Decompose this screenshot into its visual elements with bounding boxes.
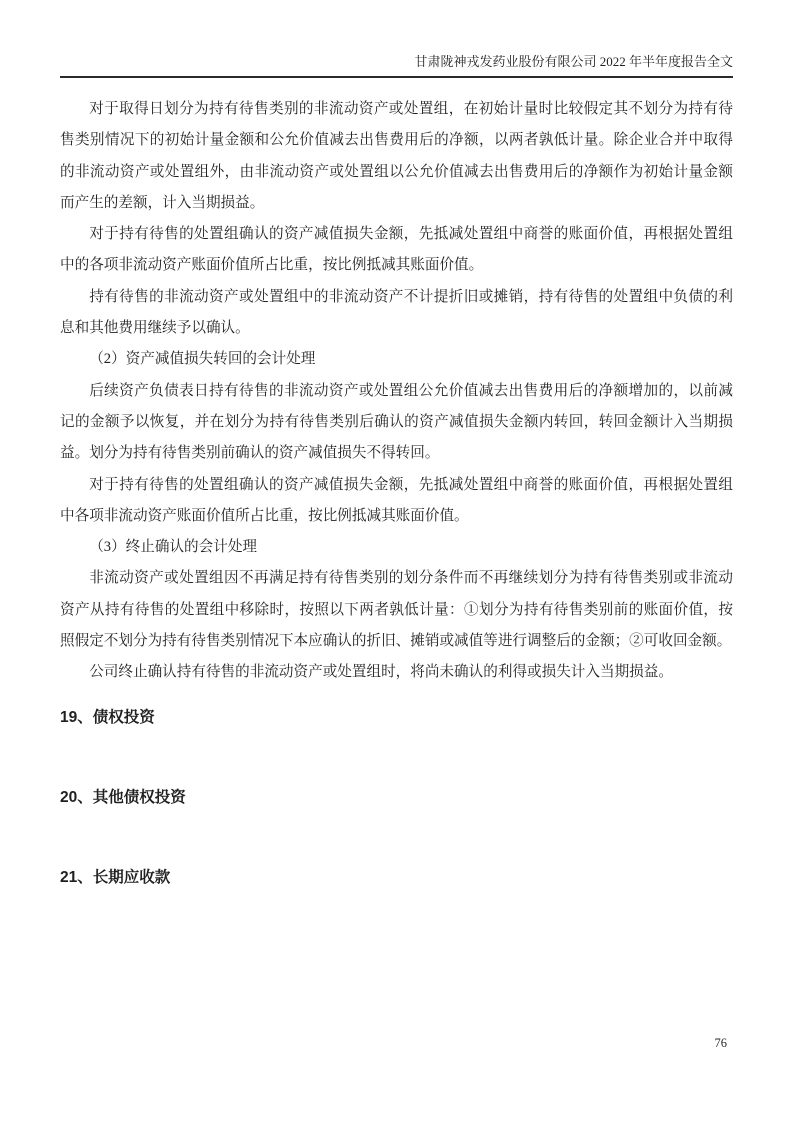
- section-heading: 19、债权投资: [60, 708, 155, 726]
- document-body: [60, 78, 733, 894]
- paragraph: [60, 219, 733, 282]
- text-line: 的非流动资产或处置组外，由非流动资产或处置组以公允价值减去出售费用后的净额作为初始计量金额: [60, 163, 733, 180]
- text-line: 而产生的差额，计入当期损益。: [60, 194, 265, 211]
- paragraph: [60, 376, 733, 470]
- page-header: [60, 0, 733, 78]
- page-number: 76: [714, 1036, 727, 1050]
- text-line: 非流动资产或处置组因不再满足持有待售类别的划分条件而不再继续划分为持有待售类别或非流动: [89, 570, 733, 587]
- text-line: 对于持有待售的处置组确认的资产减值损失金额，先抵减处置组中商誉的账面价值，再根据处置组: [89, 476, 733, 493]
- text-line: 中的各项非流动资产账面价值所占比重，按比例抵减其账面价值。: [60, 257, 484, 274]
- sub-heading: （3）终止确认的会计处理: [89, 539, 258, 556]
- paragraph: [60, 282, 733, 345]
- text-line: 公司终止确认持有待售的非流动资产或处置组时，将尚未确认的利得或损失计入当期损益。: [89, 664, 673, 681]
- paragraph: [60, 470, 733, 533]
- paragraph: [60, 94, 733, 219]
- section-heading: 21、长期应收款: [60, 869, 171, 887]
- paragraph: [60, 657, 733, 688]
- text-line: 记的金额予以恢复，并在划分为持有待售类别后确认的资产减值损失金额内转回，转回金额计入当期损: [60, 413, 733, 430]
- text-line: 持有待售的非流动资产或处置组中的非流动资产不计提折旧或摊销，持有待售的处置组中负债的利: [89, 288, 733, 305]
- text-line: 资产从持有待售的处置组中移除时，按照以下两者孰低计量：①划分为持有待售类别前的账面价值，按: [60, 601, 733, 618]
- section-heading: 20、其他债权投资: [60, 788, 186, 806]
- paragraph: [60, 563, 733, 657]
- text-line: 对于取得日划分为持有待售类别的非流动资产或处置组，在初始计量时比较假定其不划分为持有待: [89, 101, 733, 117]
- text-line: 售类别情况下的初始计量金额和公允价值减去出售费用后的净额，以两者孰低计量。除企业合并中取得: [60, 132, 733, 149]
- text-line: 中各项非流动资产账面价值所占比重，按比例抵减其账面价值。: [60, 507, 469, 524]
- sub-heading: （2）资产减值损失转回的会计处理: [89, 351, 316, 368]
- text-line: 照假定不划分为持有待售类别情况下本应确认的折旧、摊销或减值等进行调整后的金额；②可收回金额。: [60, 633, 732, 650]
- text-line: 后续资产负债表日持有待售的非流动资产或处置组公允价值减去出售费用后的净额增加的，以前减: [89, 382, 733, 399]
- text-line: 息和其他费用继续予以确认。: [60, 320, 250, 337]
- text-line: 益。划分为持有待售类别前确认的资产减值损失不得转回。: [60, 445, 440, 462]
- text-line: 对于持有待售的处置组确认的资产减值损失金额，先抵减处置组中商誉的账面价值，再根据处置组: [89, 226, 733, 243]
- page-header-title: 甘肃陇神戎发药业股份有限公司 2022 年半年度报告全文: [414, 54, 733, 69]
